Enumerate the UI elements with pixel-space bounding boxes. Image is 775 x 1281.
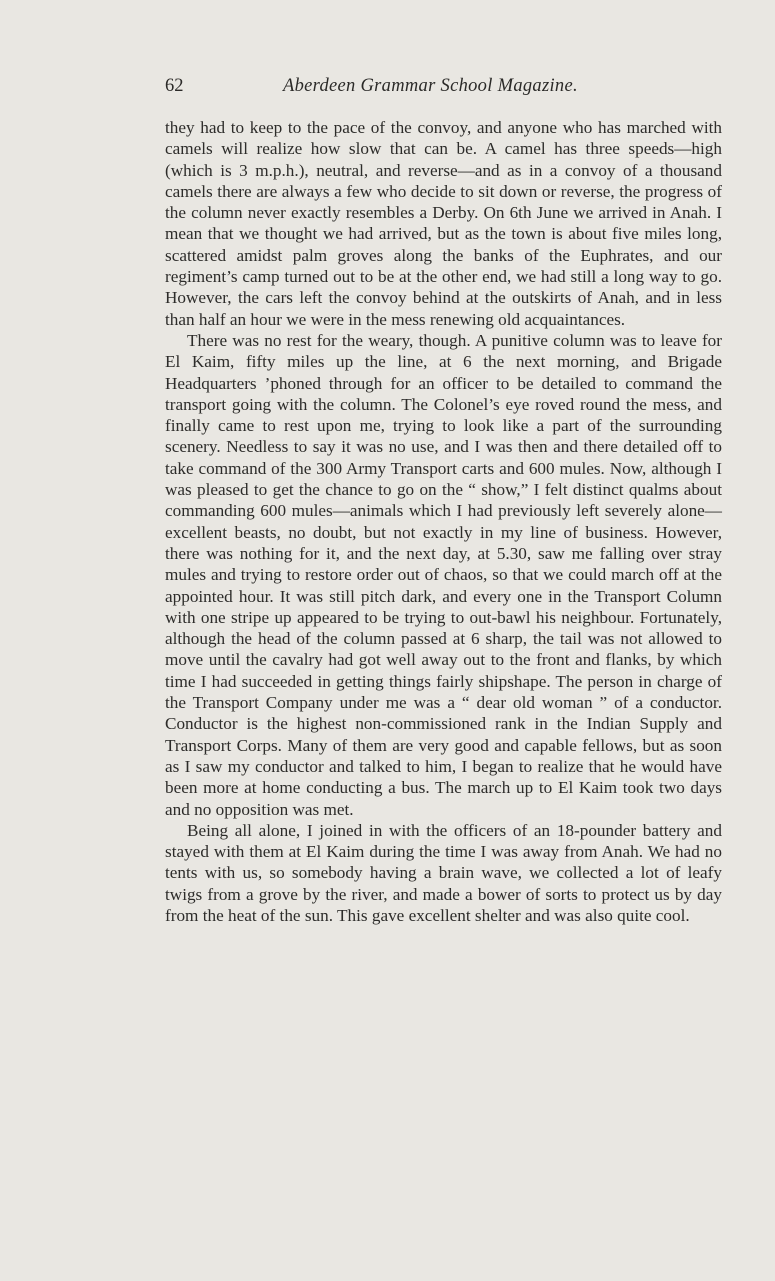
paragraph-el-kaim: Being all alone, I joined in with the officers of an 18-pounder battery and stayed with them at El Kaim during the time I was away from Anah. We had no tents with us, so somebody having a brain wave, we collected a lot of leafy twigs from a grove by the river, and made a bower of sorts to protect us by day from the heat of the sun. This gave excellent shelter and was also quite cool. [165,820,722,925]
paragraph-punitive-column: There was no rest for the weary, though. A punitive column was to leave for El Kaim, fifty miles up the line, at 6 the next morning, and Brigade Headquarters ’phoned through for an officer to be detailed to command the transport going with the column. The Colonel’s eye roved round the mess, and finally came to rest upon me, trying to look like a part of the surrounding scenery. Needless to say it was no use, and I was then and there detailed off to take command of the 300 Army Transport carts and 600 mules. Now, although I was pleased to get the chance to go on the “ show,” I felt distinct qualms about commanding 600 mules—animals which I had previously left severely alone—excellent beasts, no doubt, but not exactly in my line of business. However, there was nothing for it, and the next day, at 5.30, saw me falling over stray mules and trying to restore order out of chaos, so that we could march off at the appointed hour. It was still pitch dark, and every one in the Transport Column with one stripe up appeared to be trying to out-bawl his neighbour. Fortunately, although the head of the column passed at 6 sharp, the tail was not allowed to move until the cavalry had got well away out to the front and flanks, by which time I had succeeded in getting things fairly shipshape. The person in charge of the Transport Company under me was a “ dear old woman ” of a conductor. Conductor is the highest non-commissioned rank in the Indian Supply and Transport Corps. Many of them are very good and capable fellows, but as soon as I saw my conductor and talked to him, I began to realize that he would have been more at home conducting a bus. The march up to El Kaim took two days and no opposition was met. [165,330,722,819]
paragraph-continuation: they had to keep to the pace of the convoy, and anyone who has marched with camels will realize how slow that can be. A camel has three speeds—high (which is 3 m.p.h.), neutral, and reverse—and as in a convoy of a thousand camels there are always a few who decide to sit down or reverse, the progress of the column never exactly resembles a Derby. On 6th June we arrived in Anah. I mean that we thought we had arrived, but as the town is about five miles long, scattered amidst palm groves along the banks of the Euphrates, and our regiment’s camp turned out to be at the other end, we had still a long way to go. However, the cars left the convoy behind at the outskirts of Anah, and in less than half an hour we were in the mess renewing old acquaintances. [165,118,722,329]
page-number: 62 [165,76,184,96]
article-body [165,117,722,926]
page-header [165,76,615,100]
running-title: Aberdeen Grammar School Magazine. [283,76,578,96]
